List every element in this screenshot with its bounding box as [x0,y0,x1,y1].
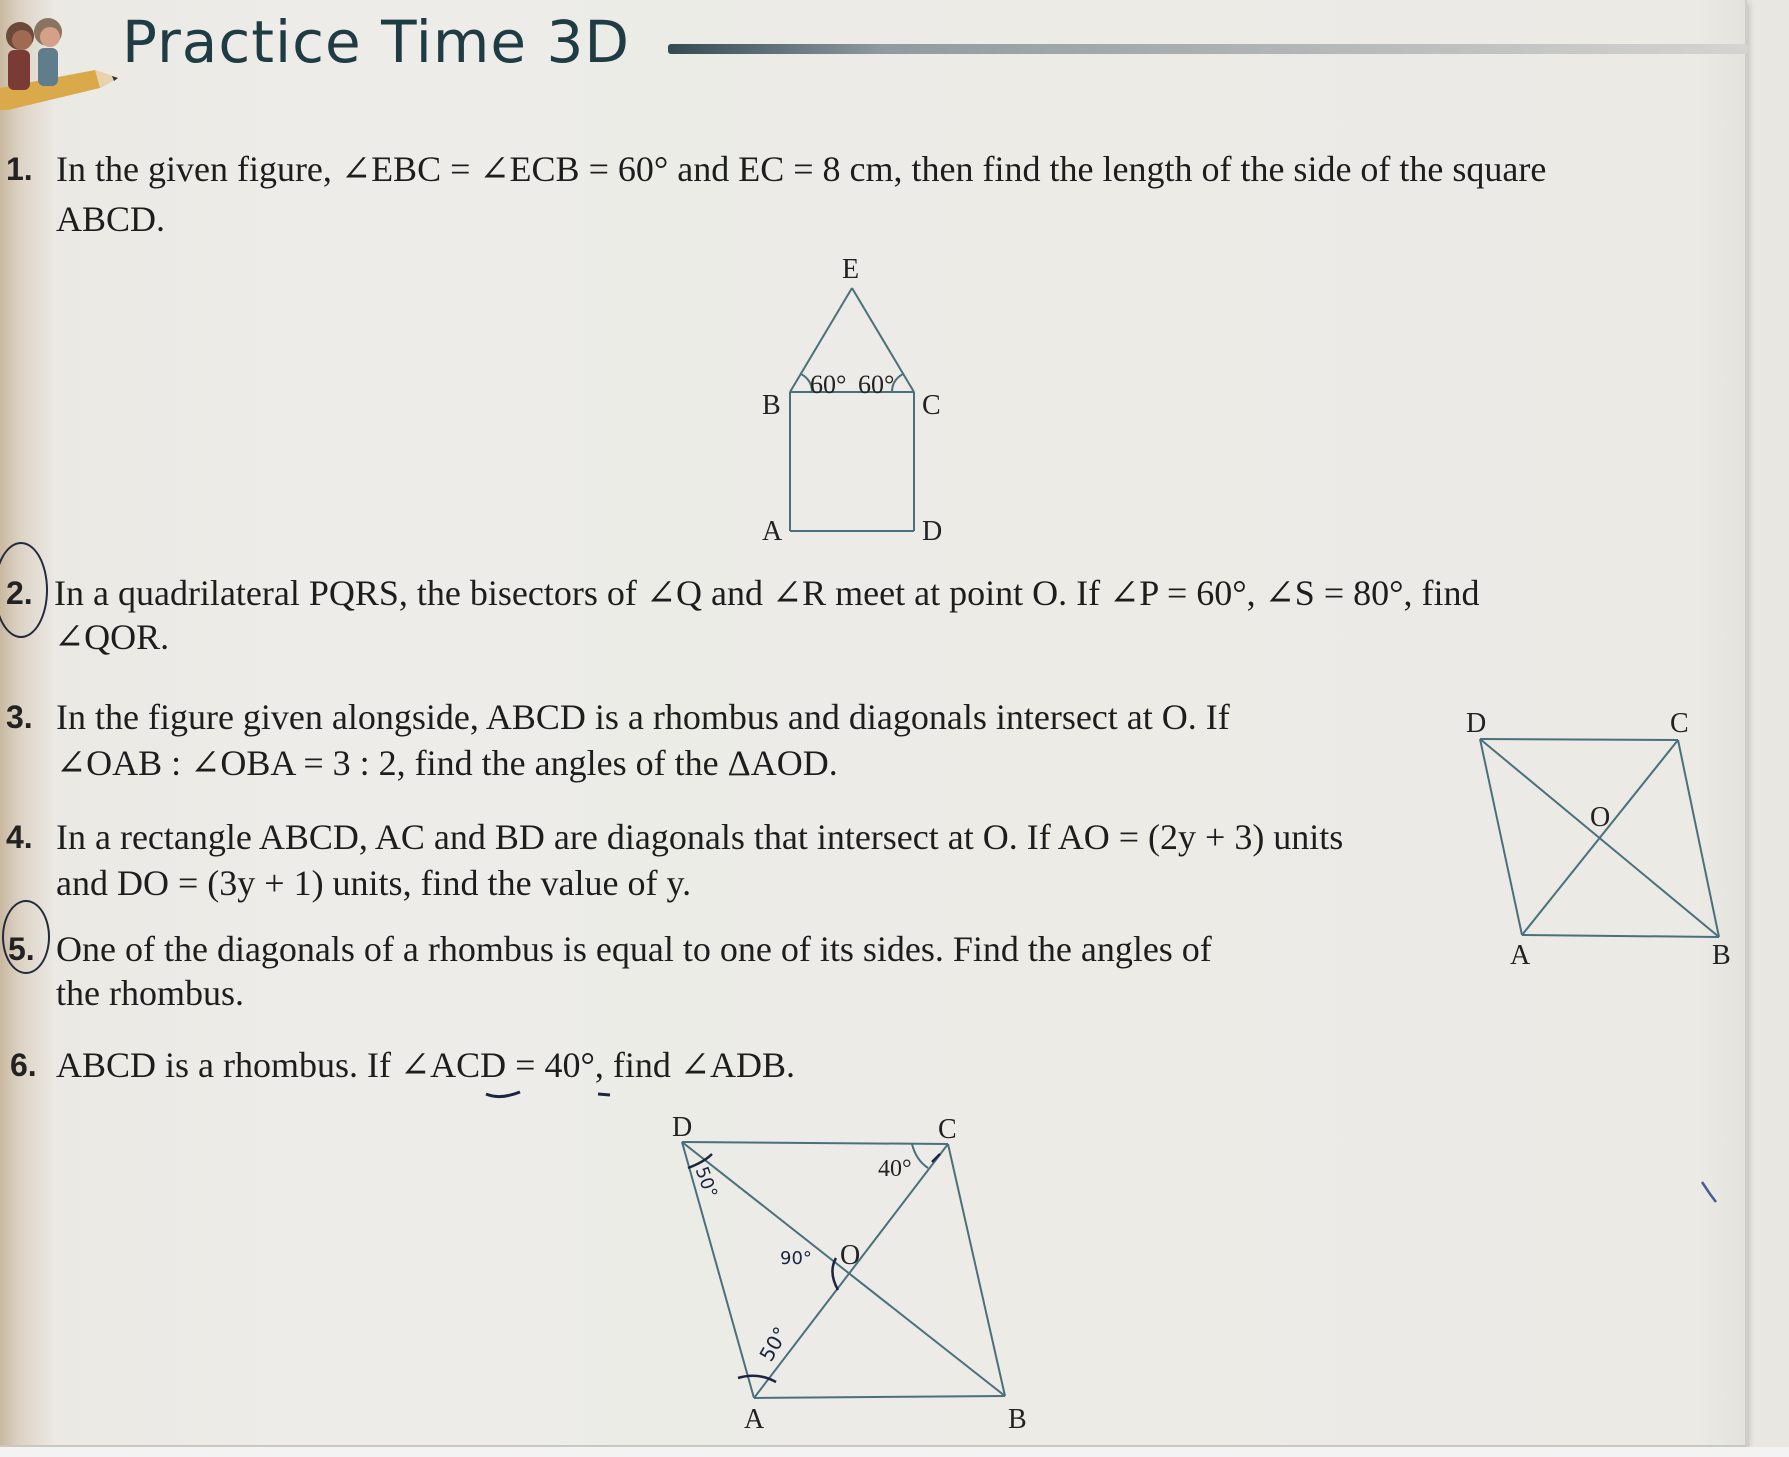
vertex-label-b: B [762,390,781,421]
vertex-label-o: O [840,1240,861,1271]
question-3 [6,692,1436,792]
question-text: In a rectangle ABCD, AC and BD are diagonals that intersect at O. If AO = (2y + 3) units [56,817,1344,857]
question-text: ABCD is a rhombus. If ∠ACD = 40°, find ∠ADB. [56,1045,796,1085]
vertex-label-c: C [1670,708,1689,739]
figure-square-triangle [760,254,960,550]
figure-rhombus-q6 [660,1110,1040,1450]
question-number: 3. [6,699,33,735]
annotated-rhombus-diagram [660,1110,1040,1450]
printed-angle-label: 40° [878,1156,912,1182]
handwritten-angle-a: 50° [754,1322,793,1366]
vertex-label-b: B [1712,940,1731,971]
title-underline [668,44,1748,54]
question-text: In the figure given alongside, ABCD is a rhombus and diagonals intersect at O. If [56,697,1230,737]
handwritten-underline-marks [480,1086,680,1106]
question-2 [6,568,1766,668]
question-number: 2. [6,575,33,611]
question-number: 6. [10,1047,37,1083]
question-text-continued: and DO = (3y + 1) units, find the value of y. [56,863,692,903]
handwritten-angle-o: 90° [780,1248,812,1269]
vertex-label-d: D [922,516,943,547]
rhombus-diagram [1440,690,1789,980]
question-text-continued: ABCD. [56,199,166,239]
question-number: 4. [6,819,33,855]
vertex-label-d: D [672,1112,693,1143]
question-text-continued: ∠OAB : ∠OBA = 3 : 2, find the angles of the ΔAOD. [56,743,838,783]
angle-label-c: 60° [858,370,895,399]
vertex-label-b: B [1008,1404,1027,1435]
vertex-label-e: E [842,254,860,285]
question-text: One of the diagonals of a rhombus is equal to one of its sides. Find the angles of [56,929,1212,969]
question-4 [6,812,1436,912]
vertex-label-o: O [1590,802,1611,833]
vertex-label-a: A [1510,940,1531,971]
ink-mark [1700,1180,1720,1210]
section-header [0,0,1789,110]
vertex-label-d: D [1466,708,1487,739]
page-title: Practice Time 3D [122,8,631,76]
vertex-label-a: A [744,1404,765,1435]
angle-label-b: 60° [810,370,847,399]
vertex-label-a: A [762,516,783,547]
question-5 [8,924,1438,1024]
question-number: 5. [8,931,35,967]
handwritten-angle-d: 50° [690,1163,722,1202]
question-1 [6,144,1766,244]
question-text-continued: ∠QOR. [54,617,170,657]
figure-rhombus-q3 [1440,690,1789,980]
question-text-continued: the rhombus. [56,973,244,1013]
vertex-label-c: C [922,390,941,421]
vertex-label-c: C [938,1114,957,1145]
question-number: 1. [6,151,33,187]
children-on-pencil-icon [0,18,120,110]
question-text: In the given figure, ∠EBC = ∠ECB = 60° and EC = 8 cm, then find the length of the side of the square [56,149,1547,189]
question-text: In a quadrilateral PQRS, the bisectors of ∠Q and ∠R meet at point O. If ∠P = 60°, ∠S = 80°, find [54,573,1480,613]
